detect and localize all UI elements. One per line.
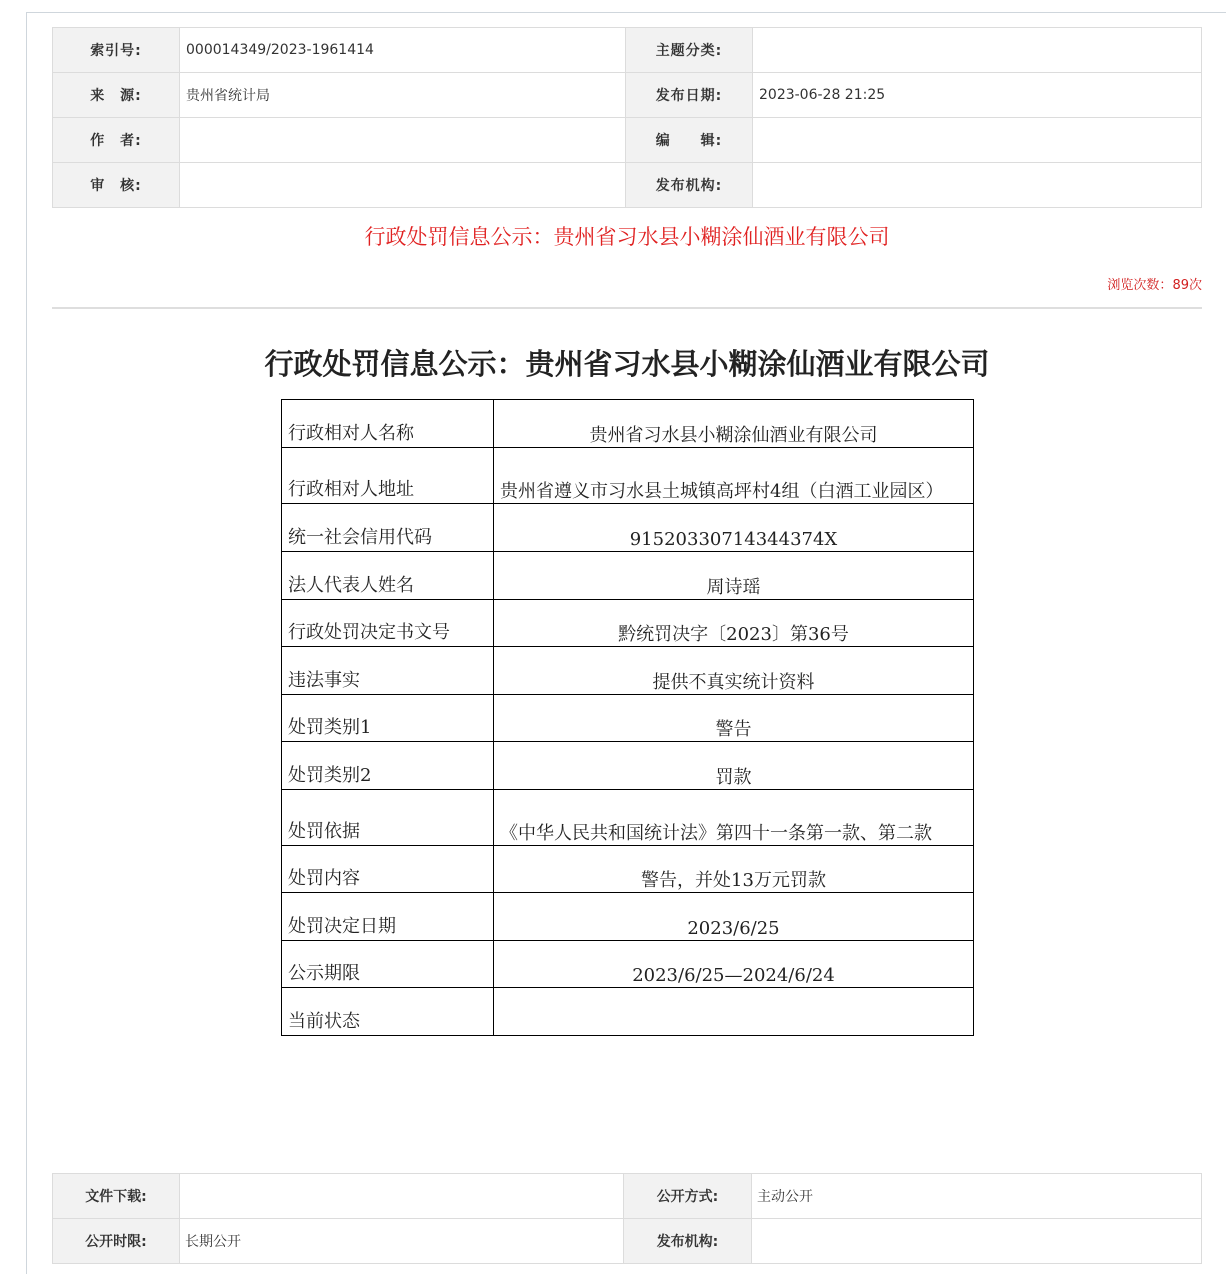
row-value: 周诗瑶 <box>494 552 974 600</box>
meta-row <box>53 28 1202 73</box>
row-label: 处罚类别2 <box>282 742 494 790</box>
view-count-label: 浏览次数： <box>1107 278 1173 293</box>
meta-key: 审 核: <box>53 163 180 208</box>
meta-value <box>753 28 1202 73</box>
table-row <box>282 448 974 504</box>
table-row <box>282 552 974 600</box>
table-row <box>282 742 974 790</box>
meta-value: 贵州省统计局 <box>180 73 626 118</box>
row-label: 处罚决定日期 <box>282 893 494 941</box>
footer-row <box>53 1174 1202 1219</box>
row-label: 当前状态 <box>282 988 494 1036</box>
table-row <box>282 790 974 846</box>
divider <box>52 307 1202 309</box>
row-value: 《中华人民共和国统计法》第四十一条第一款、第二款 <box>494 790 974 846</box>
footer-key: 公开时限: <box>53 1219 180 1264</box>
row-label: 统一社会信用代码 <box>282 504 494 552</box>
metadata-table <box>52 27 1202 208</box>
footer-key: 公开方式: <box>624 1174 752 1219</box>
row-label: 行政相对人名称 <box>282 400 494 448</box>
row-value: 贵州省习水县小糊涂仙酒业有限公司 <box>494 400 974 448</box>
row-label: 公示期限 <box>282 941 494 988</box>
row-label: 处罚内容 <box>282 846 494 893</box>
view-count-value: 89 <box>1172 278 1189 293</box>
table-row <box>282 695 974 742</box>
meta-value: 2023-06-28 21:25 <box>753 73 1202 118</box>
row-label: 行政相对人地址 <box>282 448 494 504</box>
penalty-table <box>281 399 974 1036</box>
row-label: 法人代表人姓名 <box>282 552 494 600</box>
meta-value <box>180 163 626 208</box>
footer-value: 主动公开 <box>752 1174 1202 1219</box>
row-label: 违法事实 <box>282 647 494 695</box>
row-value: 罚款 <box>494 742 974 790</box>
meta-key: 作 者: <box>53 118 180 163</box>
row-label: 处罚类别1 <box>282 695 494 742</box>
document-title: 行政处罚信息公示：贵州省习水县小糊涂仙酒业有限公司 <box>264 347 990 381</box>
row-value: 黔统罚决字〔2023〕第36号 <box>494 600 974 647</box>
meta-key: 主题分类: <box>626 28 753 73</box>
table-row <box>282 647 974 695</box>
view-count <box>1107 274 1202 293</box>
row-value: 提供不真实统计资料 <box>494 647 974 695</box>
table-row <box>282 504 974 552</box>
footer-key: 文件下载: <box>53 1174 180 1219</box>
table-row <box>282 988 974 1036</box>
meta-value <box>753 118 1202 163</box>
row-value: 警告 <box>494 695 974 742</box>
frame-top-border <box>26 12 1226 13</box>
row-value <box>494 988 974 1036</box>
view-count-unit: 次 <box>1188 278 1202 293</box>
meta-value: 000014349/2023-1961414 <box>180 28 626 73</box>
footer-value: 长期公开 <box>180 1219 624 1264</box>
table-row <box>282 846 974 893</box>
meta-value <box>180 118 626 163</box>
footer-table <box>52 1173 1202 1264</box>
table-row <box>282 600 974 647</box>
row-label: 处罚依据 <box>282 790 494 846</box>
row-value: 贵州省遵义市习水县土城镇高坪村4组（白酒工业园区） <box>494 448 974 504</box>
row-label: 行政处罚决定书文号 <box>282 600 494 647</box>
meta-key: 发布日期: <box>626 73 753 118</box>
meta-key: 索引号: <box>53 28 180 73</box>
footer-key: 发布机构: <box>624 1219 752 1264</box>
table-row <box>282 400 974 448</box>
row-value: 2023/6/25—2024/6/24 <box>494 941 974 988</box>
meta-key: 编 辑: <box>626 118 753 163</box>
meta-row <box>53 73 1202 118</box>
frame-left-border <box>26 12 27 1274</box>
footer-value <box>180 1174 624 1219</box>
meta-row <box>53 163 1202 208</box>
row-value: 2023/6/25 <box>494 893 974 941</box>
meta-value <box>753 163 1202 208</box>
meta-key: 发布机构: <box>626 163 753 208</box>
table-row <box>282 941 974 988</box>
headline: 行政处罚信息公示：贵州省习水县小糊涂仙酒业有限公司 <box>364 225 890 249</box>
row-value: 警告，并处13万元罚款 <box>494 846 974 893</box>
footer-value <box>752 1219 1202 1264</box>
meta-key: 来 源: <box>53 73 180 118</box>
footer-row <box>53 1219 1202 1264</box>
row-value: 91520330714344374X <box>494 504 974 552</box>
table-row <box>282 893 974 941</box>
meta-row <box>53 118 1202 163</box>
